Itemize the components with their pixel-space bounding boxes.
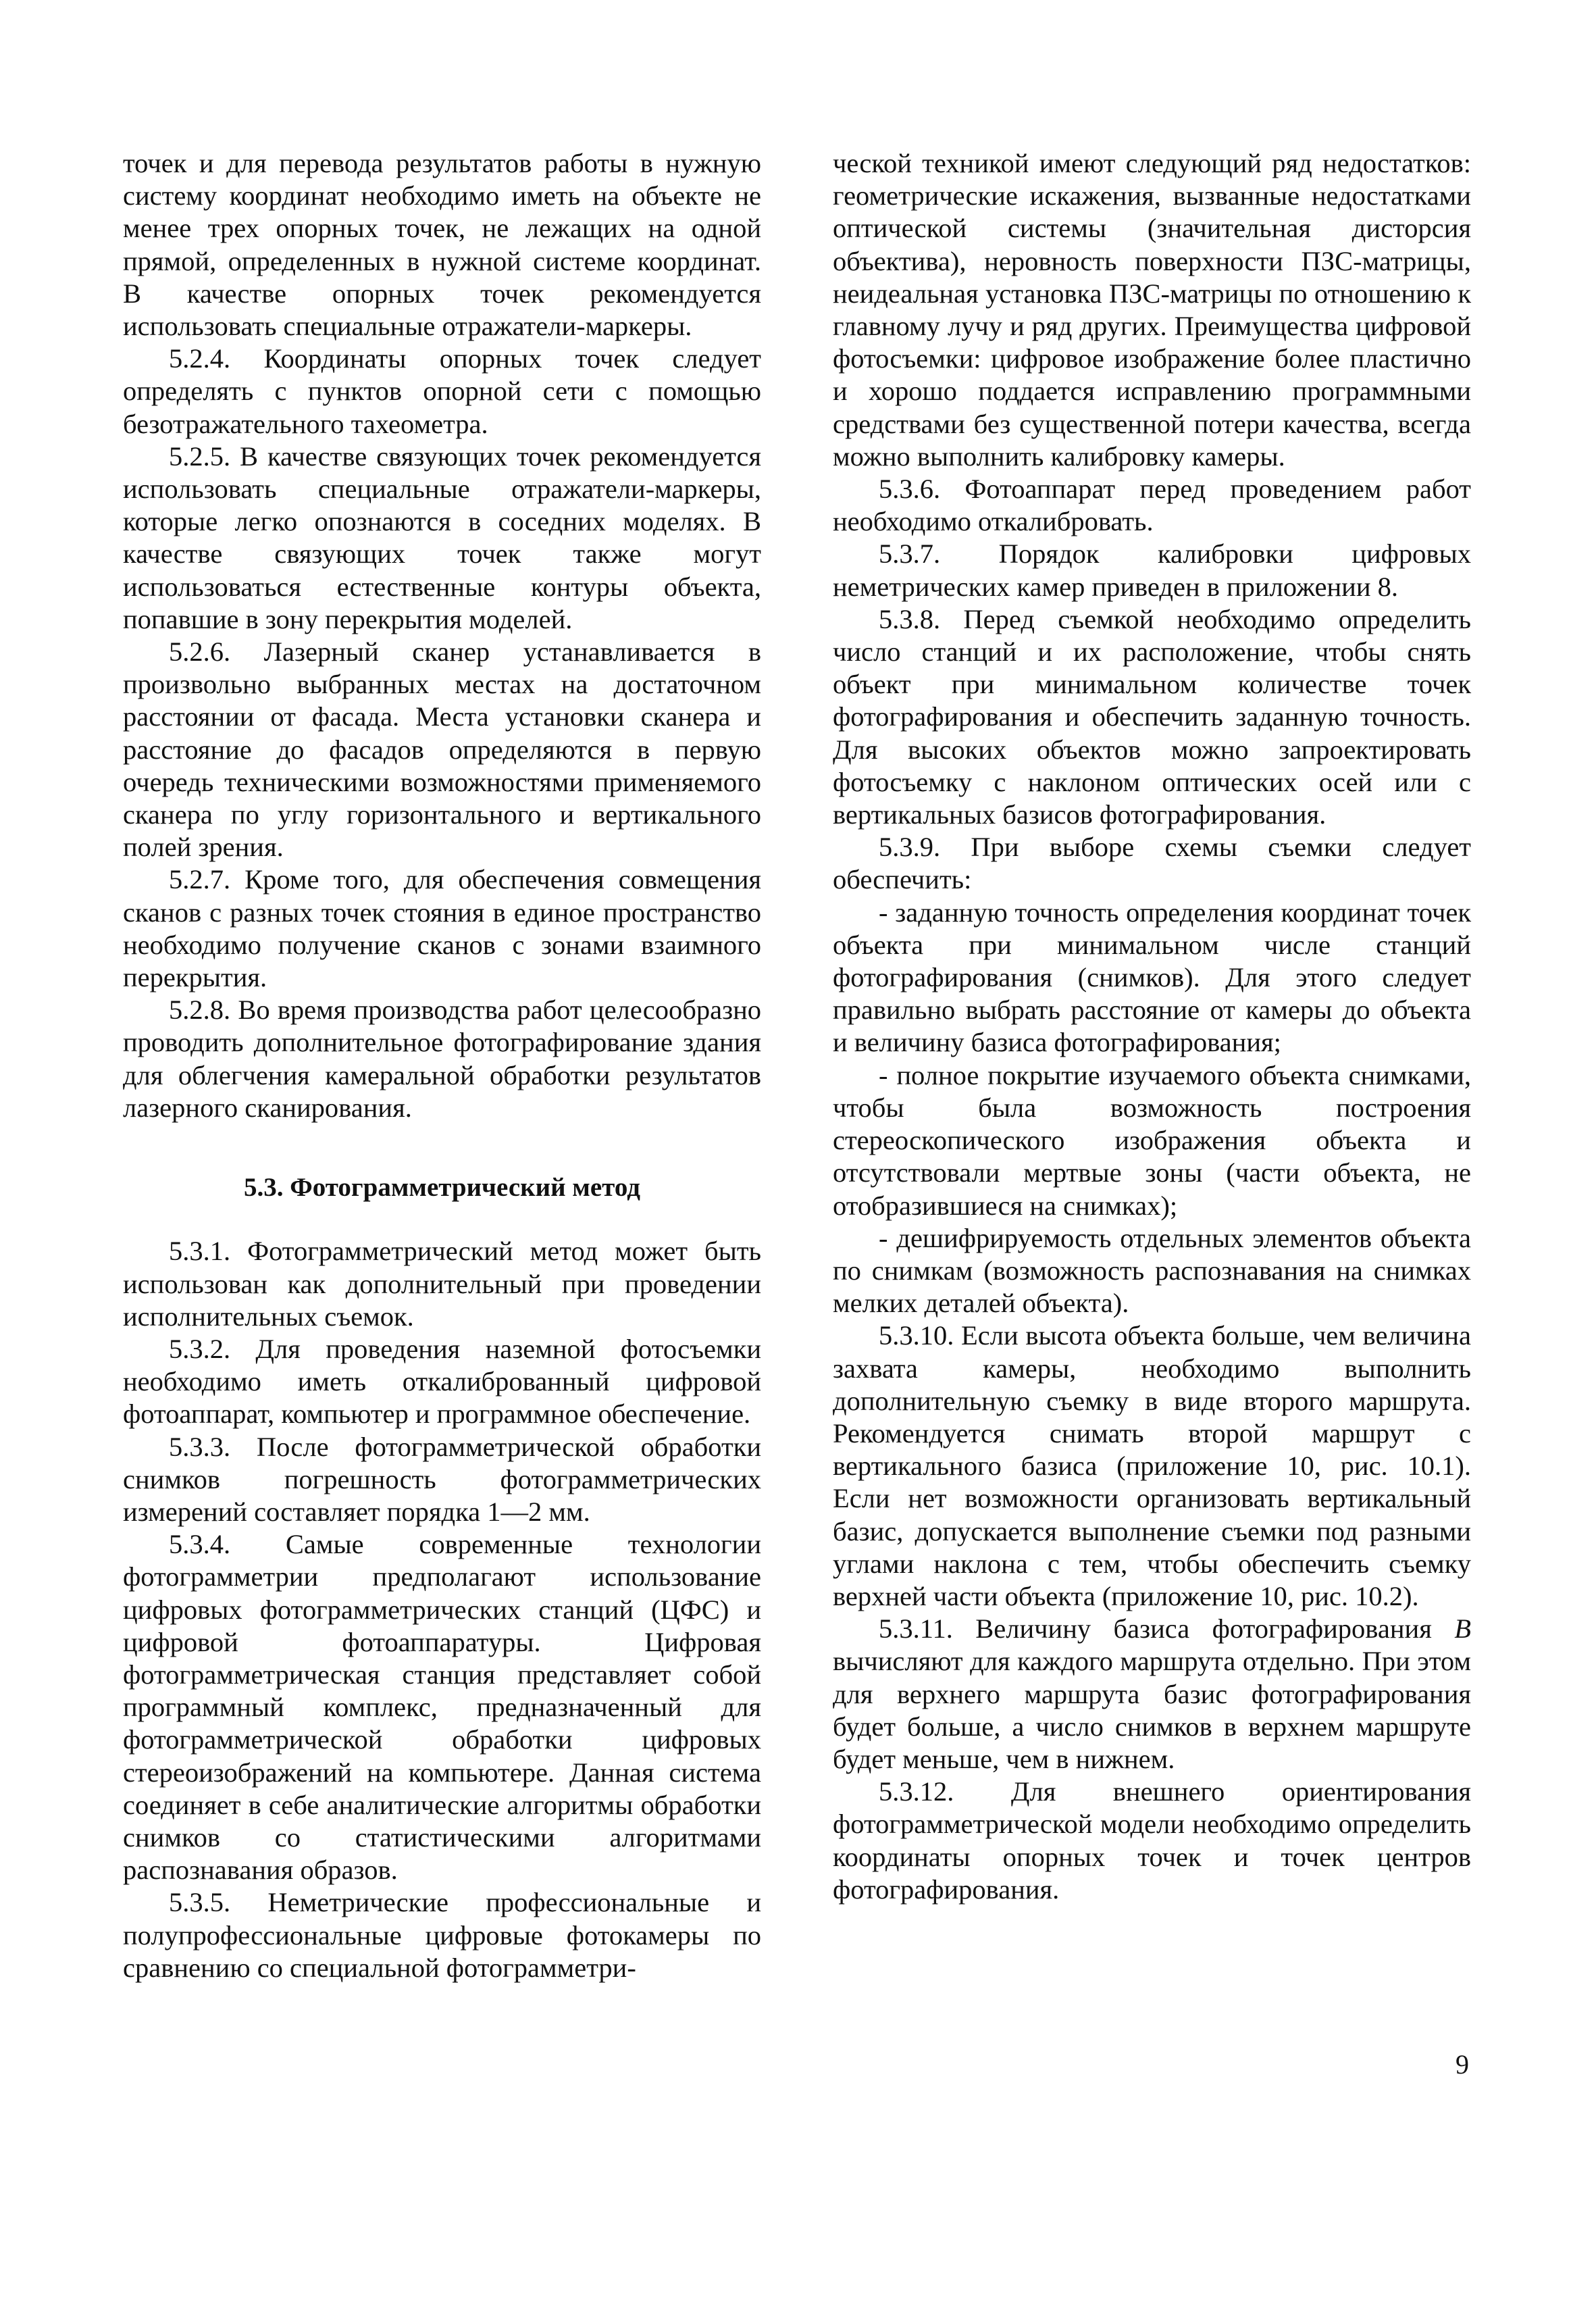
page-number: 9 bbox=[1456, 2049, 1469, 2080]
paragraph-5-3-9: 5.3.9. При выборе схемы съемки следует обеспечить: bbox=[833, 832, 1471, 895]
list-item-coverage: - полное покрытие изучаемого объекта снимками, чтобы была возможность построения стереоскопического изображения объекта и отсутствовали мертвые зоны (части объекта, не отобразившиеся на снимках); bbox=[833, 1059, 1471, 1221]
list-item-decipherability: - дешифрируемость отдельных элементов объекта по снимкам (возможность распознавания на снимках мелких деталей объекта). bbox=[833, 1222, 1471, 1319]
paragraph-5-2-5: 5.2.5. В качестве связующих точек рекомендуется использовать специальные отражатели-маркеры, которые легко опознаются в соседних моделях. В качестве связующих точек также могут использоваться естественные контуры объекта, попавшие в зону перекрытия моделей. bbox=[123, 441, 761, 634]
paragraph-5-3-3: 5.3.3. После фотограмметрической обработки снимков погрешность фотограмметрических измерений составляет порядка 1—2 мм. bbox=[123, 1431, 761, 1527]
paragraph-5-3-12: 5.3.12. Для внешнего ориентирования фотограмметрической модели необходимо определить координаты опорных точек и точек центров фотографирования. bbox=[833, 1776, 1471, 1905]
basis-symbol: B bbox=[1454, 1613, 1471, 1644]
paragraph-5-3-1: 5.3.1. Фотограмметрический метод может быть использован как дополнительный при проведении исполнительных съемок. bbox=[123, 1236, 761, 1332]
paragraph-5-3-11 bbox=[833, 1613, 1471, 1776]
paragraph-5-3-4: 5.3.4. Самые современные технологии фотограмметрии предполагают использование цифровых фотограмметрических станций (ЦФС) и цифровой фотоаппаратуры. Цифровая фотограмметрическая станция представляет собой программный комплекс, предназначенный для фотограмметрической обработки цифровых стереоизображений на компьютере. Данная система соединяет в себе аналитические алгоритмы обработки снимков со статистическими алгоритмами распознавания образов. bbox=[123, 1529, 761, 1886]
paragraph-5-3-6: 5.3.6. Фотоаппарат перед проведением работ необходимо откалибровать. bbox=[833, 474, 1471, 537]
paragraph-5-3-5: 5.3.5. Неметрические профессиональные и полупрофессиональные цифровые фотокамеры по сравнению со специальной фотограмметри- bbox=[123, 1887, 761, 1983]
list-item-accuracy: - заданную точность определения координат точек объекта при минимальном числе станций фотографирования (снимков). Для этого следует правильно выбрать расстояние от камеры до объекта и величину базиса фотографирования; bbox=[833, 897, 1471, 1058]
paragraph-5-3-2: 5.3.2. Для проведения наземной фотосъемки необходимо иметь откалиброванный цифровой фотоаппарат, компьютер и программное обеспечение. bbox=[123, 1333, 761, 1430]
paragraph-5-3-7: 5.3.7. Порядок калибровки цифровых неметрических камер приведен в приложении 8. bbox=[833, 538, 1471, 602]
paragraph-5-2-4: 5.2.4. Координаты опорных точек следует определять с пунктов опорной сети с помощью безотражательного тахеометра. bbox=[123, 343, 761, 439]
right-column bbox=[833, 147, 1471, 1906]
paragraph-5-2-8: 5.2.8. Во время производства работ целесообразно проводить дополнительное фотографирование здания для облегчения камеральной обработки результатов лазерного сканирования. bbox=[123, 995, 761, 1123]
paragraph-5-3-10: 5.3.10. Если высота объекта больше, чем величина захвата камеры, необходимо выполнить дополнительную съемку в виде второго маршрута. Рекомендуется снимать второй маршрут с вертикального базиса (приложение 10, рис. 10.1). Если нет возможности организовать вертикальный базис, допускается выполнение съемки под разными углами наклона с тем, чтобы обеспечить съемку верхней части объекта (приложение 10, рис. 10.2). bbox=[833, 1320, 1471, 1611]
left-column bbox=[123, 147, 761, 1984]
paragraph-5-3-11-rest: вычисляют для каждого маршрута отдельно. При этом для верхнего маршрута базис фотографирования будет больше, а число снимков в верхнем маршруте будет меньше, чем в нижнем. bbox=[833, 1646, 1471, 1774]
paragraph-5-2-7: 5.2.7. Кроме того, для обеспечения совмещения сканов с разных точек стояния в единое пространство необходимо получение сканов с зонами взаимного перекрытия. bbox=[123, 864, 761, 993]
section-heading: 5.3. Фотограмметрический метод bbox=[244, 1173, 640, 1203]
paragraph-5-2-6: 5.2.6. Лазерный сканер устанавливается в произвольно выбранных местах на достаточном расстоянии от фасада. Места установки сканера и расстояние до фасадов определяются в первую очередь техническими возможностями применяемого сканера по углу горизонтального и вертикального полей зрения. bbox=[123, 636, 761, 863]
paragraph-continuation-right: ческой техникой имеют следующий ряд недостатков: геометрические искажения, вызванные недостатками оптической системы (значительная дисторсия объектива), неровность поверхности ПЗС-матрицы, неидеальная установка ПЗС-матрицы по отношению к главному лучу и ряд других. Преимущества цифровой фотосъемки: цифровое изображение более пластично и хорошо поддается исправлению программными средствами без существенной потери качества, всегда можно выполнить калибровку камеры. bbox=[833, 148, 1471, 472]
paragraph-5-3-8: 5.3.8. Перед съемкой необходимо определить число станций и их расположение, чтобы снять объект при минимальном количестве точек фотографирования и обеспечить заданную точность. Для высоких объектов можно запроектировать фотосъемку с наклоном оптических осей или с вертикальных базисов фотографирования. bbox=[833, 603, 1471, 830]
paragraph-continuation: точек и для перевода результатов работы в нужную систему координат необходимо иметь на объекте не менее трех опорных точек, не лежащих на одной прямой, определенных в нужной системе координат. В качестве опорных точек рекомендуется использовать специальные отражатели-маркеры. bbox=[123, 148, 761, 342]
paragraph-5-3-11-lead: 5.3.11. Величину базиса фотографирования bbox=[879, 1613, 1455, 1644]
